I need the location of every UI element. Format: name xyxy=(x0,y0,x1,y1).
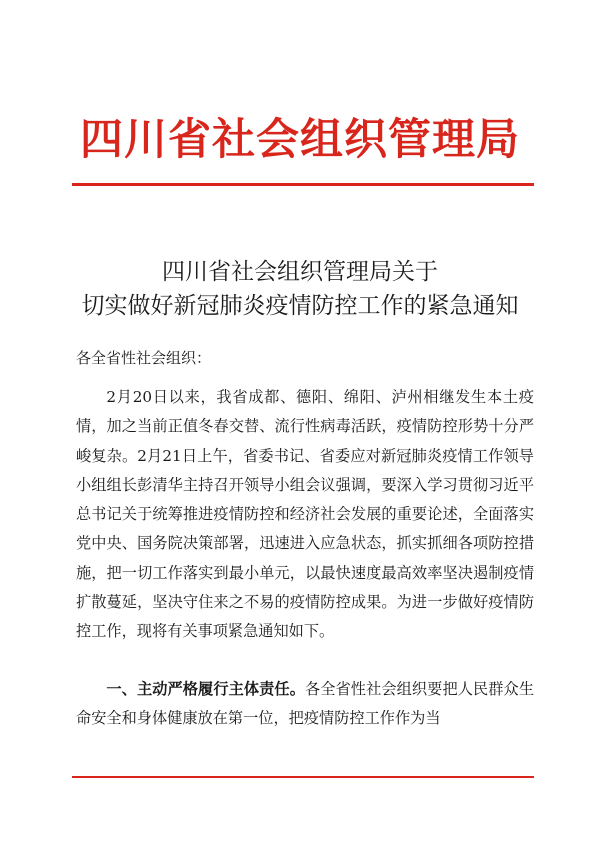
document-title-line-1: 四川省社会组织管理局关于 xyxy=(162,259,438,285)
body-paragraph-1: 2月20日以来，我省成都、德阳、绵阳、泸州相继发生本土疫情，加之当前正值冬春交替、流行性病毒活跃，疫情防控形势十分严峻复杂。2月21日上午，省委书记、省委应对新冠肺炎疫情工作领导小组组长彭清华主持召开领导小组会议强调，要深入学习贯彻习近平总书记关于统筹推进疫情防控和经济社会发展的重要论述，全面落实党中央、国务院决策部署，迅速进入应急状态，抓实抓细各项防控措施，把一切工作落实到最小单元，以最快速度最高效率坚决遏制疫情扩散蔓延，坚决守住来之不易的疫情防控成果。为进一步做好疫情防控工作，现将有关事项紧急通知如下。 xyxy=(76,388,534,641)
section-heading-1: 一、主动严格履行主体责任。 xyxy=(106,680,305,698)
letterhead-divider-top xyxy=(72,183,534,186)
document-title-line-2: 切实做好新冠肺炎疫情防控工作的紧急通知 xyxy=(81,293,519,319)
salutation: 各全省性社会组织： xyxy=(76,349,212,367)
section-body-1: 各全省性社会组织要把人民群众生命安全和身体健康放在第一位，把疫情防控工作作为当 xyxy=(76,680,535,728)
body-paragraph-2 xyxy=(76,675,534,734)
letterhead-org-name: 四川省社会组织管理局 xyxy=(80,115,520,165)
footer-divider xyxy=(72,776,534,778)
